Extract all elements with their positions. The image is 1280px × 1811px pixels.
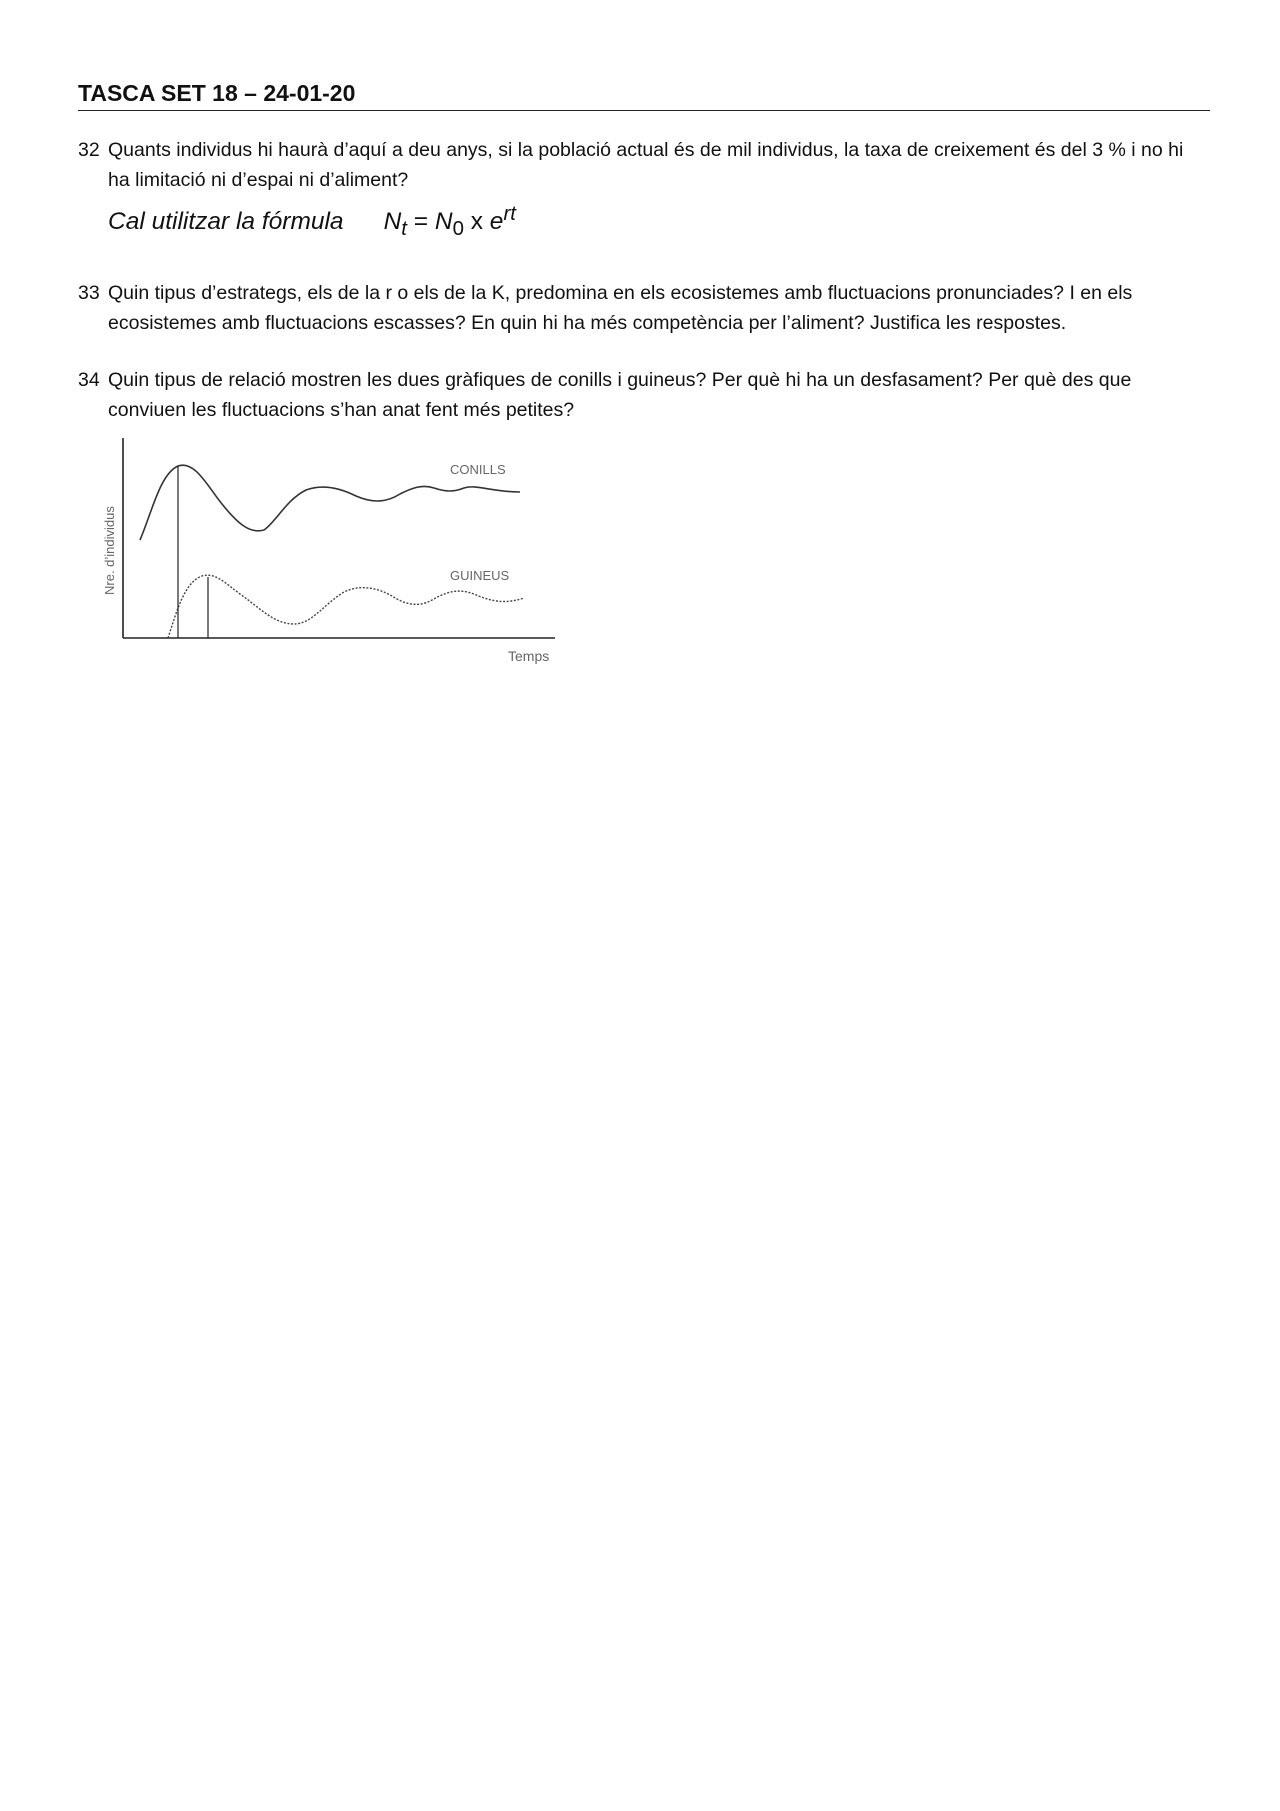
question-33	[78, 278, 1210, 338]
series-label-conills: CONILLS	[450, 462, 506, 477]
formula-equals: =	[406, 208, 435, 236]
y-axis-label: Nre. d’individus	[102, 506, 117, 595]
formula-exp-base: e	[489, 208, 504, 236]
formula-times: x	[463, 208, 490, 236]
formula-exp-sup: rt	[503, 203, 516, 225]
question-text: Quin tipus d’estrategs, els de la r o els de la K, predomina en els ecosistemes amb fluctuacions pronunciades? I en els ecosistemes amb fluctuacions escasses? En quin hi ha més competència per l’aliment? Justifica les respostes.	[108, 282, 1133, 335]
formula-rhs-base: N	[434, 208, 453, 236]
population-graph	[100, 432, 560, 672]
question-number: 33	[78, 282, 100, 305]
formula-intro: Cal utilitzar la fórmula	[108, 208, 344, 236]
question-32	[78, 135, 1210, 195]
question-text: Quants individus hi haurà d’aquí a deu anys, si la població actual és de mil individus, la taxa de creixement és del 3 % i no hi ha limitació ni d’espai ni d’aliment?	[108, 139, 1184, 191]
formula-lhs: N	[383, 208, 402, 236]
formula-line	[78, 195, 1210, 248]
guineus-curve	[168, 575, 524, 638]
question-text: Quin tipus de relació mostren les dues gràfiques de conills i guineus? Per què hi ha un desfasament? Per què des que conviuen les fluctuacions s’han anat fent més petites?	[108, 369, 1132, 422]
x-axis-label: Temps	[508, 648, 550, 664]
series-label-guineus: GUINEUS	[450, 568, 510, 583]
question-number: 32	[78, 139, 100, 161]
page-title: TASCA SET 18 – 24-01-20	[78, 80, 1210, 111]
formula-rhs-sub: 0	[452, 218, 464, 241]
question-number: 34	[78, 369, 100, 392]
question-34	[78, 365, 1210, 425]
formula-lhs-sub: t	[401, 218, 407, 241]
document-page	[78, 80, 1210, 425]
